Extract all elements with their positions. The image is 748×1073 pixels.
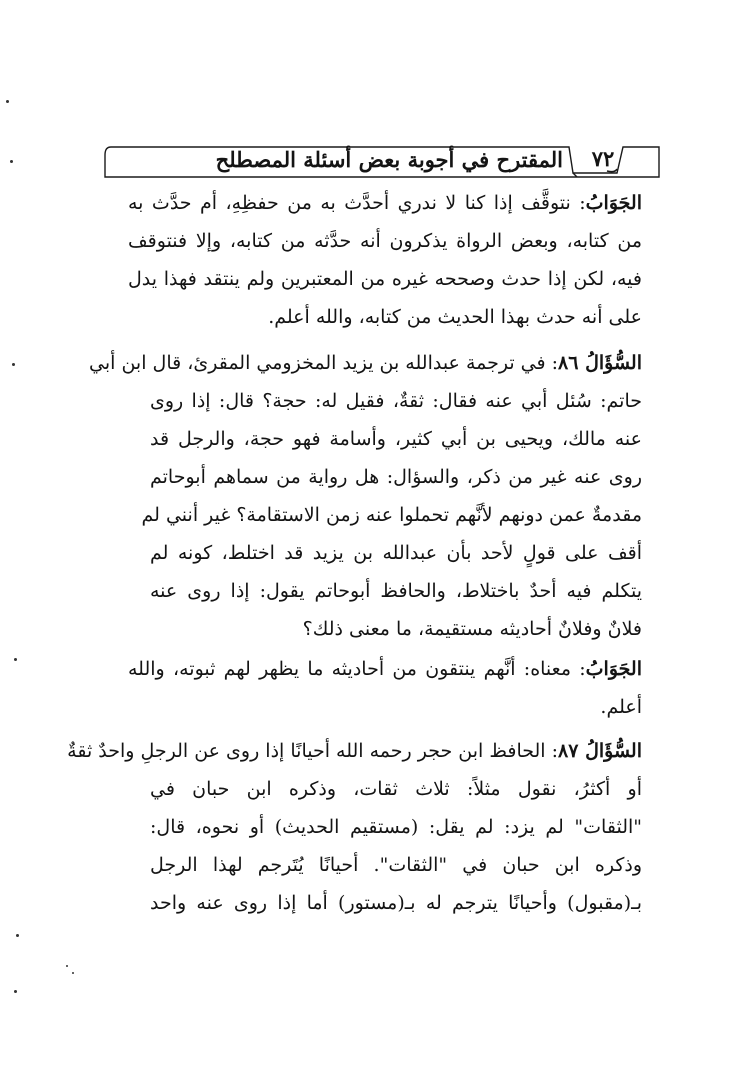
text-line: "الثقات" لم يزد: لم يقل: (مستقيم الحديث) أو نحوه، قال:	[150, 816, 642, 838]
running-header	[103, 143, 663, 179]
text-line: أقف على قولٍ لأحد بأن عبدالله بن يزيد قد اختلط، كونه لم	[150, 542, 642, 564]
answer-label: الجَوَابُ	[585, 192, 642, 214]
scan-speck	[10, 160, 13, 163]
scan-speck	[66, 965, 68, 967]
text-line: يتكلم فيه أحدٌ باختلاط، والحافظ أبوحاتم يقول: إذا روى عنه	[150, 580, 642, 602]
text-line: السُّؤَالُ ٨٧: الحافظ ابن حجر رحمه الله أحيانًا إذا روى عن الرجلِ واحدٌ ثقةٌ	[67, 740, 642, 762]
text-line: فيه، لكن إذا حدث وصححه غيره من المعتبرين ولم ينتقد فهذا يدل	[128, 268, 642, 290]
text-line: حاتم: سُئل أبي عنه فقال: ثقةٌ، فقيل له: حجة؟ قال: إذا روى	[150, 390, 642, 412]
line-text: في ترجمة عبدالله بن يزيد المخزومي المقرئ، قال ابن أبي	[89, 352, 546, 374]
scan-speck	[16, 934, 19, 937]
question-label: السُّؤَالُ ٨٧	[558, 740, 642, 762]
text-line: الجَوَابُ: معناه: أنَّهم ينتقون من أحاديثه ما يظهر لهم ثبوته، والله	[128, 658, 642, 680]
text-line: بـ(مقبول) وأحيانًا يترجم له بـ(مستور) أما إذا روى عنه واحد	[150, 892, 642, 914]
text-line: روى عنه غير من ذكر، والسؤال: هل رواية من سماهم أبوحاتم	[150, 466, 642, 488]
line-text: معناه: أنَّهم ينتقون من أحاديثه ما يظهر لهم ثبوته، والله	[128, 658, 572, 680]
answer-label: الجَوَابُ	[585, 658, 642, 680]
text-line: من كتابه، وبعض الرواة يذكرون أنه حدَّثه من كتابه، وإلا فنتوقف	[128, 230, 642, 252]
text-line: أو أكثرُ، نقول مثلاً: ثلاث ثقات، وذكره ابن حبان في	[150, 778, 642, 800]
text-line: عنه مالك، ويحيى بن أبي كثير، وأسامة فهو حجة، والرجل قد	[150, 428, 642, 450]
scan-speck	[14, 658, 17, 661]
text-line: فلانٌ وفلانٌ أحاديثه مستقيمة، ما معنى ذلك؟	[302, 618, 642, 640]
line-text: الحافظ ابن حجر رحمه الله أحيانًا إذا روى عن الرجلِ واحدٌ ثقةٌ	[67, 740, 546, 762]
text-line: على أنه حدث بهذا الحديث من كتابه، والله أعلم.	[268, 306, 642, 328]
scan-speck	[6, 100, 9, 103]
text-line: مقدمةٌ عمن دونهم لأنَّهم تحملوا عنه زمن الاستقامة؟ غير أنني لم	[141, 504, 642, 526]
scan-speck	[72, 972, 74, 974]
text-line: وذكره ابن حبان في "الثقات". أحيانًا يُتَرجم لهذا الرجل	[150, 854, 642, 876]
page-number: ٧٢	[591, 146, 615, 171]
text-line: السُّؤَالُ ٨٦: في ترجمة عبدالله بن يزيد المخزومي المقرئ، قال ابن أبي	[89, 352, 642, 374]
text-line: الجَوَابُ: نتوقَّف إذا كنا لا ندري أحدَّث به من حفظِهِ، أم حدَّث به	[128, 192, 642, 214]
scan-speck	[14, 990, 17, 993]
running-title: المقترح في أجوبة بعض أسئلة المصطلح	[215, 147, 563, 172]
line-text: نتوقَّف إذا كنا لا ندري أحدَّث به من حفظِهِ، أم حدَّث به	[128, 192, 571, 214]
question-label: السُّؤَالُ ٨٦	[558, 352, 642, 374]
scan-speck	[12, 363, 15, 366]
text-line: أعلم.	[600, 696, 642, 718]
